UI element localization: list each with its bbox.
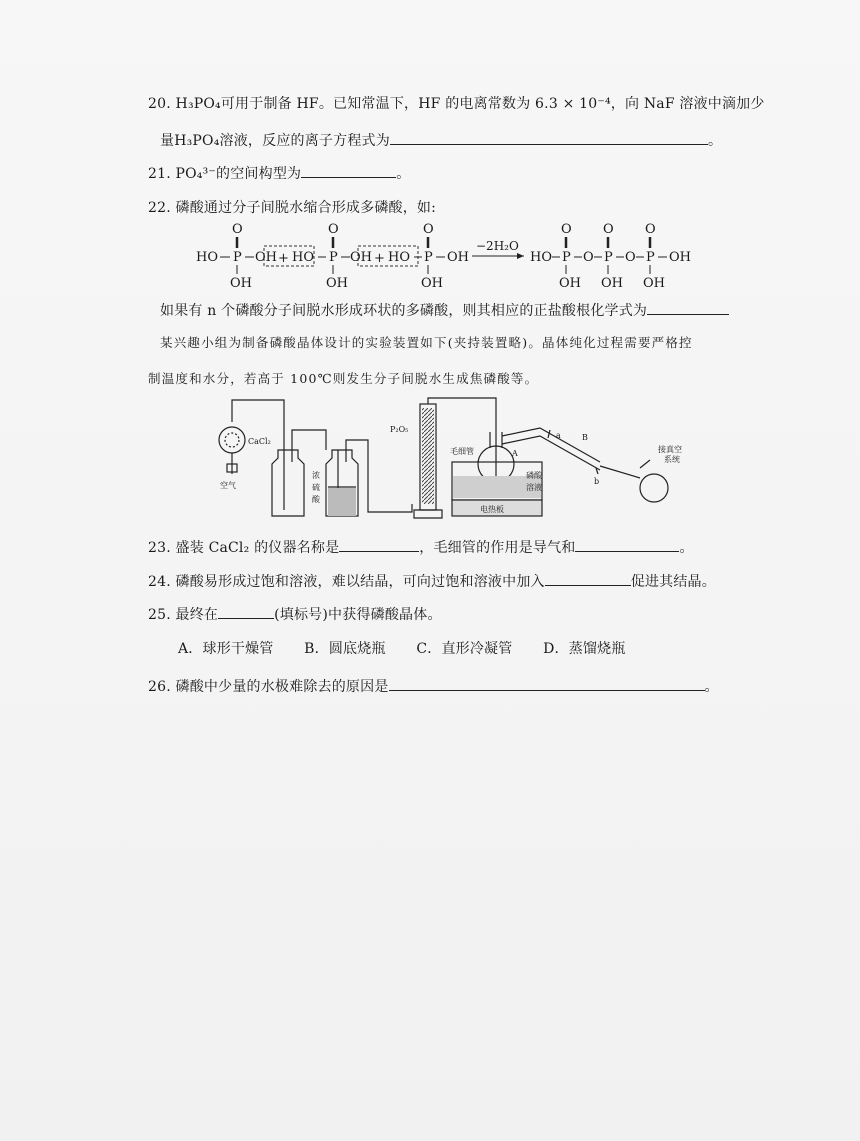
experiment-intro-line2: 制温度和水分，若高于 100℃则发生分子间脱水生成焦磷酸等。 — [148, 371, 539, 386]
ho-text: HO — [530, 250, 552, 265]
oh-text: OH — [230, 276, 252, 291]
question-22 — [148, 197, 436, 217]
empty-wash-bottle — [272, 450, 304, 516]
plus-text: + — [278, 251, 289, 266]
oh-text: OH — [669, 250, 691, 265]
answer-blank[interactable] — [218, 604, 274, 619]
vacuum-label: 系统 — [664, 455, 680, 464]
question-24-text: 24. 磷酸易形成过饱和溶液，难以结晶，可向过饱和溶液中加入 — [148, 574, 545, 590]
option-b[interactable]: B．圆底烧瓶 — [304, 641, 386, 657]
oh-text: OH — [255, 250, 277, 265]
answer-blank[interactable] — [389, 676, 705, 691]
question-21 — [148, 163, 410, 183]
p-text: P — [562, 250, 571, 265]
p2o5-label: P₂O₅ — [390, 425, 409, 434]
oh-text: OH — [421, 276, 443, 291]
vacuum-label: 接真空 — [658, 445, 682, 454]
answer-blank[interactable] — [390, 130, 708, 145]
plus-text: + — [374, 251, 385, 266]
question-20-line1 — [148, 93, 765, 113]
answer-blank[interactable] — [301, 163, 396, 178]
period: 。 — [396, 166, 411, 182]
capillary-label: 毛细管 — [450, 447, 474, 456]
question-20-text: H₃PO₄可用于制备 HF。已知常温下，HF 的电离常数为 6.3 × 10⁻⁴，向 NaF 溶液中滴加少 — [175, 96, 765, 112]
o-text: O — [328, 222, 339, 237]
question-25-text2: (填标号)中获得磷酸晶体。 — [274, 607, 442, 623]
polyphosphate-formula — [190, 222, 720, 292]
ho-text: HO — [196, 250, 218, 265]
acid-label: 酸 — [312, 495, 320, 504]
question-26-text: 26. 磷酸中少量的水极难除去的原因是 — [148, 679, 389, 695]
ho-text: HO — [292, 250, 314, 265]
oh-text: OH — [601, 276, 623, 291]
answer-blank[interactable] — [545, 571, 631, 586]
o-text: O — [232, 222, 243, 237]
receiving-flask — [640, 474, 668, 502]
arrow-label: −2H₂O — [476, 239, 519, 253]
drying-tube-bulb — [219, 427, 245, 453]
o-text: O — [645, 222, 656, 237]
acid-label: 浓 — [312, 471, 320, 480]
answer-blank[interactable] — [575, 537, 679, 552]
question-26 — [148, 676, 719, 696]
question-25-text: 25. 最终在 — [148, 607, 219, 623]
question-21-text: 21. PO₄³⁻的空间构型为 — [148, 166, 302, 182]
heater-label: 电热板 — [480, 505, 504, 514]
p-text: P — [329, 250, 338, 265]
o-text: O — [625, 250, 636, 265]
oh-text: OH — [350, 250, 372, 265]
o-text: O — [603, 222, 614, 237]
question-20-number: 20. — [148, 96, 171, 112]
p-text: P — [424, 250, 433, 265]
p-text: P — [233, 250, 242, 265]
air-label: 空气 — [220, 481, 236, 490]
oh-text: OH — [326, 276, 348, 291]
p-text: P — [646, 250, 655, 265]
period: 。 — [679, 540, 694, 556]
acid-label: 硫 — [312, 483, 320, 492]
answer-blank[interactable] — [339, 537, 419, 552]
oh-text: OH — [447, 250, 469, 265]
question-22-continued — [160, 300, 729, 320]
question-20-line2 — [160, 130, 722, 150]
question-24-text2: 促进其结晶。 — [630, 574, 716, 590]
question-23-text: 23. 盛装 CaCl₂ 的仪器名称是 — [148, 540, 340, 556]
question-24 — [148, 571, 716, 591]
apparatus-diagram — [200, 392, 690, 524]
cacl2-label: CaCl₂ — [248, 437, 271, 446]
oh-text: OH — [643, 276, 665, 291]
question-20-text2: 量H₃PO₄溶液，反应的离子方程式为 — [160, 133, 390, 149]
question-22-text: 22. 磷酸通过分子间脱水缩合形成多磷酸，如: — [148, 200, 437, 216]
o-text: O — [423, 222, 434, 237]
inlet-a-label: a — [556, 431, 561, 440]
question-25 — [148, 604, 442, 624]
o-text: O — [583, 250, 594, 265]
question-25-options — [178, 638, 652, 658]
option-a[interactable]: A．球形干燥管 — [178, 641, 274, 657]
solution-label: 磷酸 — [526, 471, 542, 480]
o-text: O — [561, 222, 572, 237]
solution-label: 溶液 — [526, 483, 542, 492]
p-text: P — [604, 250, 613, 265]
period: 。 — [707, 133, 723, 149]
condenser-b-label: B — [582, 433, 588, 442]
flask-a-label: A — [512, 449, 518, 458]
question-22-text2: 如果有 n 个磷酸分子间脱水形成环状的多磷酸，则其相应的正盐酸根化学式为 — [160, 303, 648, 319]
oh-text: OH — [559, 276, 581, 291]
outlet-b-label: b — [594, 477, 600, 486]
ho-text: HO — [388, 250, 410, 265]
question-23 — [148, 537, 694, 557]
period: 。 — [704, 679, 719, 695]
answer-blank[interactable] — [647, 300, 729, 315]
option-c[interactable]: C．直形冷凝管 — [416, 641, 513, 657]
experiment-intro-line1: 某兴趣小组为制备磷酸晶体设计的实验装置如下(夹持装置略)。晶体纯化过程需要严格控 — [160, 335, 693, 350]
question-23-text2: ，毛细管的作用是导气和 — [419, 540, 576, 556]
option-d[interactable]: D．蒸馏烧瓶 — [543, 641, 626, 657]
